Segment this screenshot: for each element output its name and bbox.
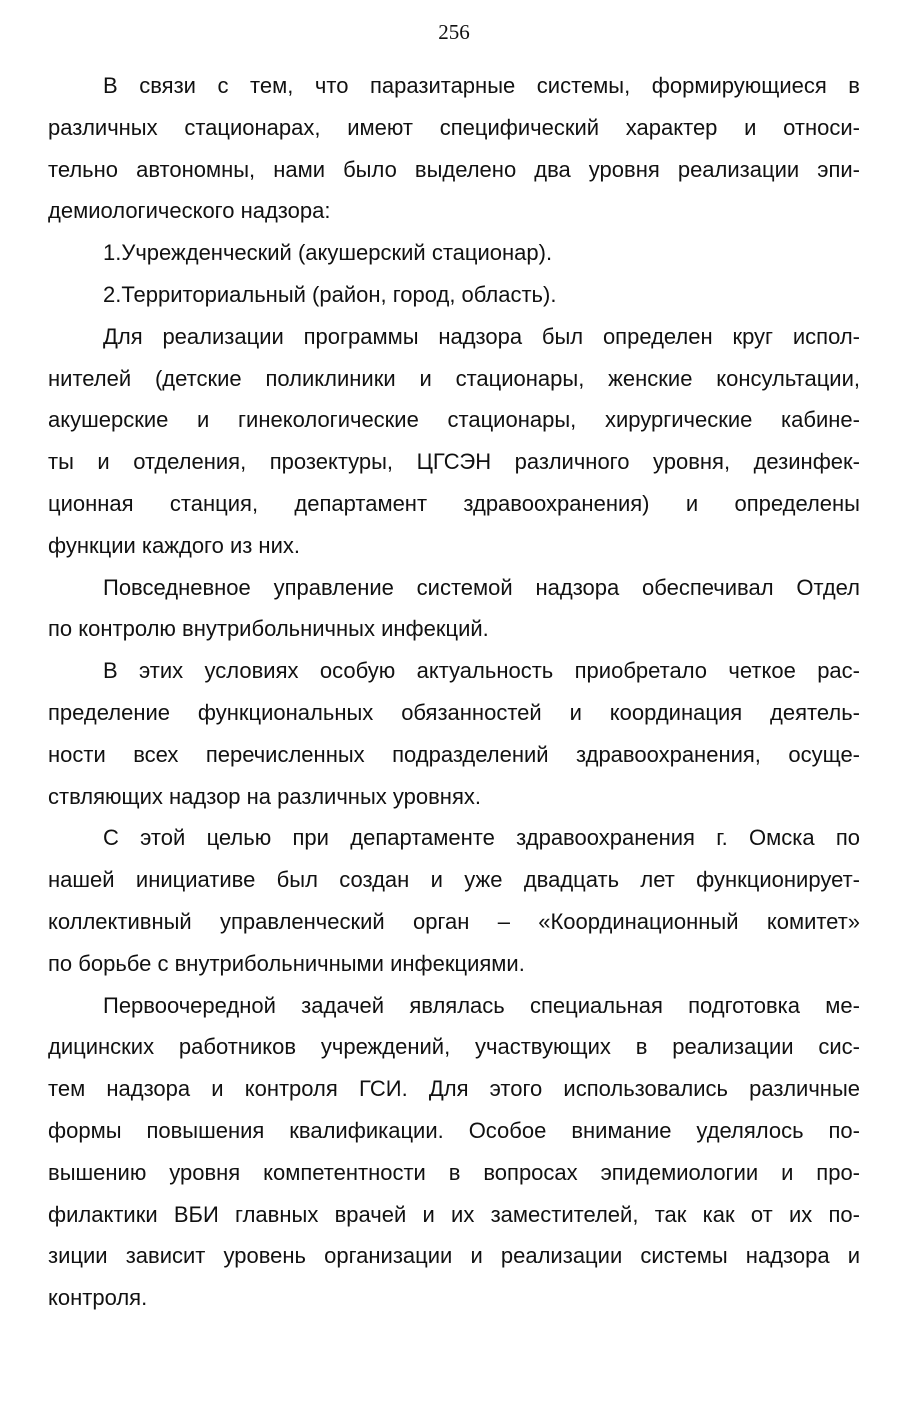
- text-line: тельно автономны, нами было выделено два уровня реализации эпи-: [48, 156, 860, 182]
- text-line: по борьбе с внутрибольничными инфекциями.: [48, 950, 525, 976]
- text-line: нашей инициативе был создан и уже двадцать лет функционирует-: [48, 867, 860, 893]
- text-line: функции каждого из них.: [48, 532, 300, 558]
- text-line: формы повышения квалификации. Особое внимание уделялось по-: [48, 1117, 860, 1143]
- text-line: ты и отделения, прозектуры, ЦГСЭН различного уровня, дезинфек-: [48, 449, 860, 475]
- list-item: 1.Учрежденческий (акушерский стационар).: [103, 240, 553, 266]
- text-line: зиции зависит уровень организации и реализации системы надзора и: [48, 1243, 860, 1269]
- text-line: демиологического надзора:: [48, 198, 331, 224]
- text-line: В связи с тем, что паразитарные системы, формирующиеся в: [103, 73, 860, 98]
- text-line: ности всех перечисленных подразделений здравоохранения, осуще-: [48, 741, 860, 767]
- text-line: Для реализации программы надзора был определен круг испол-: [103, 323, 860, 349]
- text-line: С этой целью при департаменте здравоохранения г. Омска по: [103, 825, 860, 851]
- text-line: контроля.: [48, 1285, 148, 1311]
- text-line: пределение функциональных обязанностей и координация деятель-: [48, 699, 860, 725]
- page-number: 256: [438, 20, 470, 44]
- text-line: Повседневное управление системой надзора обеспечивал Отдел: [103, 574, 860, 600]
- text-line: различных стационарах, имеют специфический характер и относи-: [48, 114, 860, 140]
- text-line: нителей (детские поликлиники и стационары, женские консультации,: [48, 365, 860, 391]
- text-line: Первоочередной задачей являлась специальная подготовка ме-: [103, 992, 860, 1018]
- text-line: акушерские и гинекологические стационары, хирургические кабине-: [48, 407, 860, 433]
- text-line: коллективный управленческий орган – «Координационный комитет»: [48, 908, 860, 934]
- text-line: ционная станция, департамент здравоохранения) и определены: [48, 490, 860, 516]
- text-line: вышению уровня компетентности в вопросах эпидемиологии и про-: [48, 1159, 860, 1185]
- document-body: [48, 65, 860, 1319]
- list-item: 2.Территориальный (район, город, область).: [103, 281, 557, 307]
- text-line: по контролю внутрибольничных инфекций.: [48, 616, 489, 642]
- text-line: ствляющих надзор на различных уровнях.: [48, 783, 481, 809]
- text-line: филактики ВБИ главных врачей и их заместителей, так как от их по-: [48, 1201, 860, 1227]
- text-line: В этих условиях особую актуальность приобретало четкое рас-: [103, 658, 860, 684]
- text-line: дицинских работников учреждений, участвующих в реализации сис-: [48, 1034, 860, 1060]
- text-line: тем надзора и контроля ГСИ. Для этого использовались различные: [48, 1076, 860, 1102]
